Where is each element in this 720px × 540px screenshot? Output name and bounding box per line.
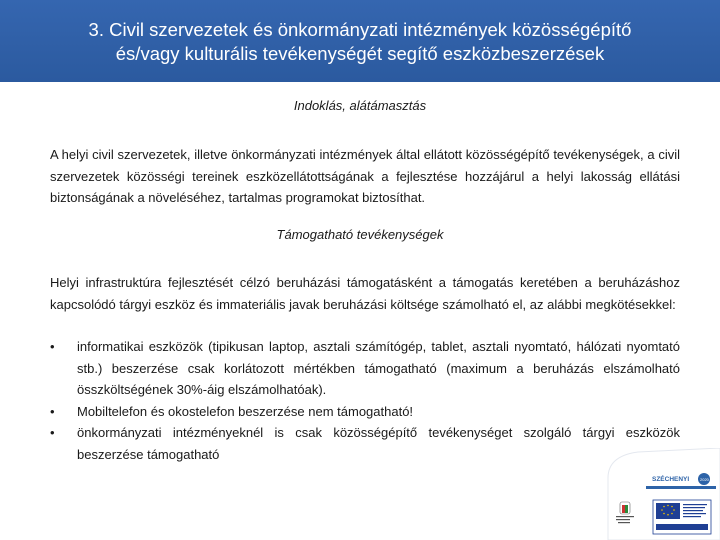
list-item [50, 401, 680, 423]
bullet-icon: • [50, 403, 55, 419]
page-title-line-2: és/vagy kulturális tevékenységét segítő eszközbeszerzések [115, 43, 605, 64]
szechenyi-2020-logo [598, 448, 720, 540]
list-item-text: önkormányzati intézményeknél is csak közösségépítő tevékenységet szolgáló tárgyi eszközök beszerzése támogatható [77, 425, 680, 462]
svg-text:2020: 2020 [700, 477, 709, 482]
brand-wordmark-text: SZÉCHENYI [652, 476, 690, 483]
page-title-line-1: 3. Civil szervezetek és önkormányzati intézmények közösségépítő [88, 19, 632, 40]
eligible-conditions-list [50, 336, 680, 465]
section-heading-justification: Indoklás, alátámasztás [293, 98, 427, 113]
list-item-text: informatikai eszközök (tipikusan laptop, asztali számítógép, tablet, asztali nyomtató, hálózati nyomtató stb.) beszerzése csak korlátozott mértékben támogatható (maximum a beruházás elszámolható összköltségének 30%-áig elszámolhatóak). [77, 339, 680, 397]
list-item [50, 422, 680, 465]
bullet-icon: • [50, 339, 55, 354]
title-banner [0, 0, 720, 82]
bullet-icon: • [50, 425, 55, 440]
justification-paragraph: A helyi civil szervezetek, illetve önkormányzati intézmények által ellátott közösségépítő tevékenységek, a civil szervezetek közösségi tereinek eszközellátottságának a fejlesztése hozzájárul a helyi lakosság ellátási biztonságának a növeléséhez, tartalmas programokat biztosíthat. [50, 147, 680, 205]
section-heading-eligible-activities: Támogatható tevékenységek [276, 227, 444, 242]
eligible-activities-paragraph: Helyi infrastruktúra fejlesztését célzó beruházási támogatásként a támogatás keretében a beruházáshoz kapcsolódó tárgyi eszköz és immateriális javak beruházási költsége számolható el, az alábbi megkötésekkel: [50, 275, 680, 312]
funding-logo-graphic [598, 448, 720, 540]
list-item [50, 336, 680, 401]
list-item-text: Mobiltelefon és okostelefon beszerzése nem támogatható! [77, 403, 414, 419]
